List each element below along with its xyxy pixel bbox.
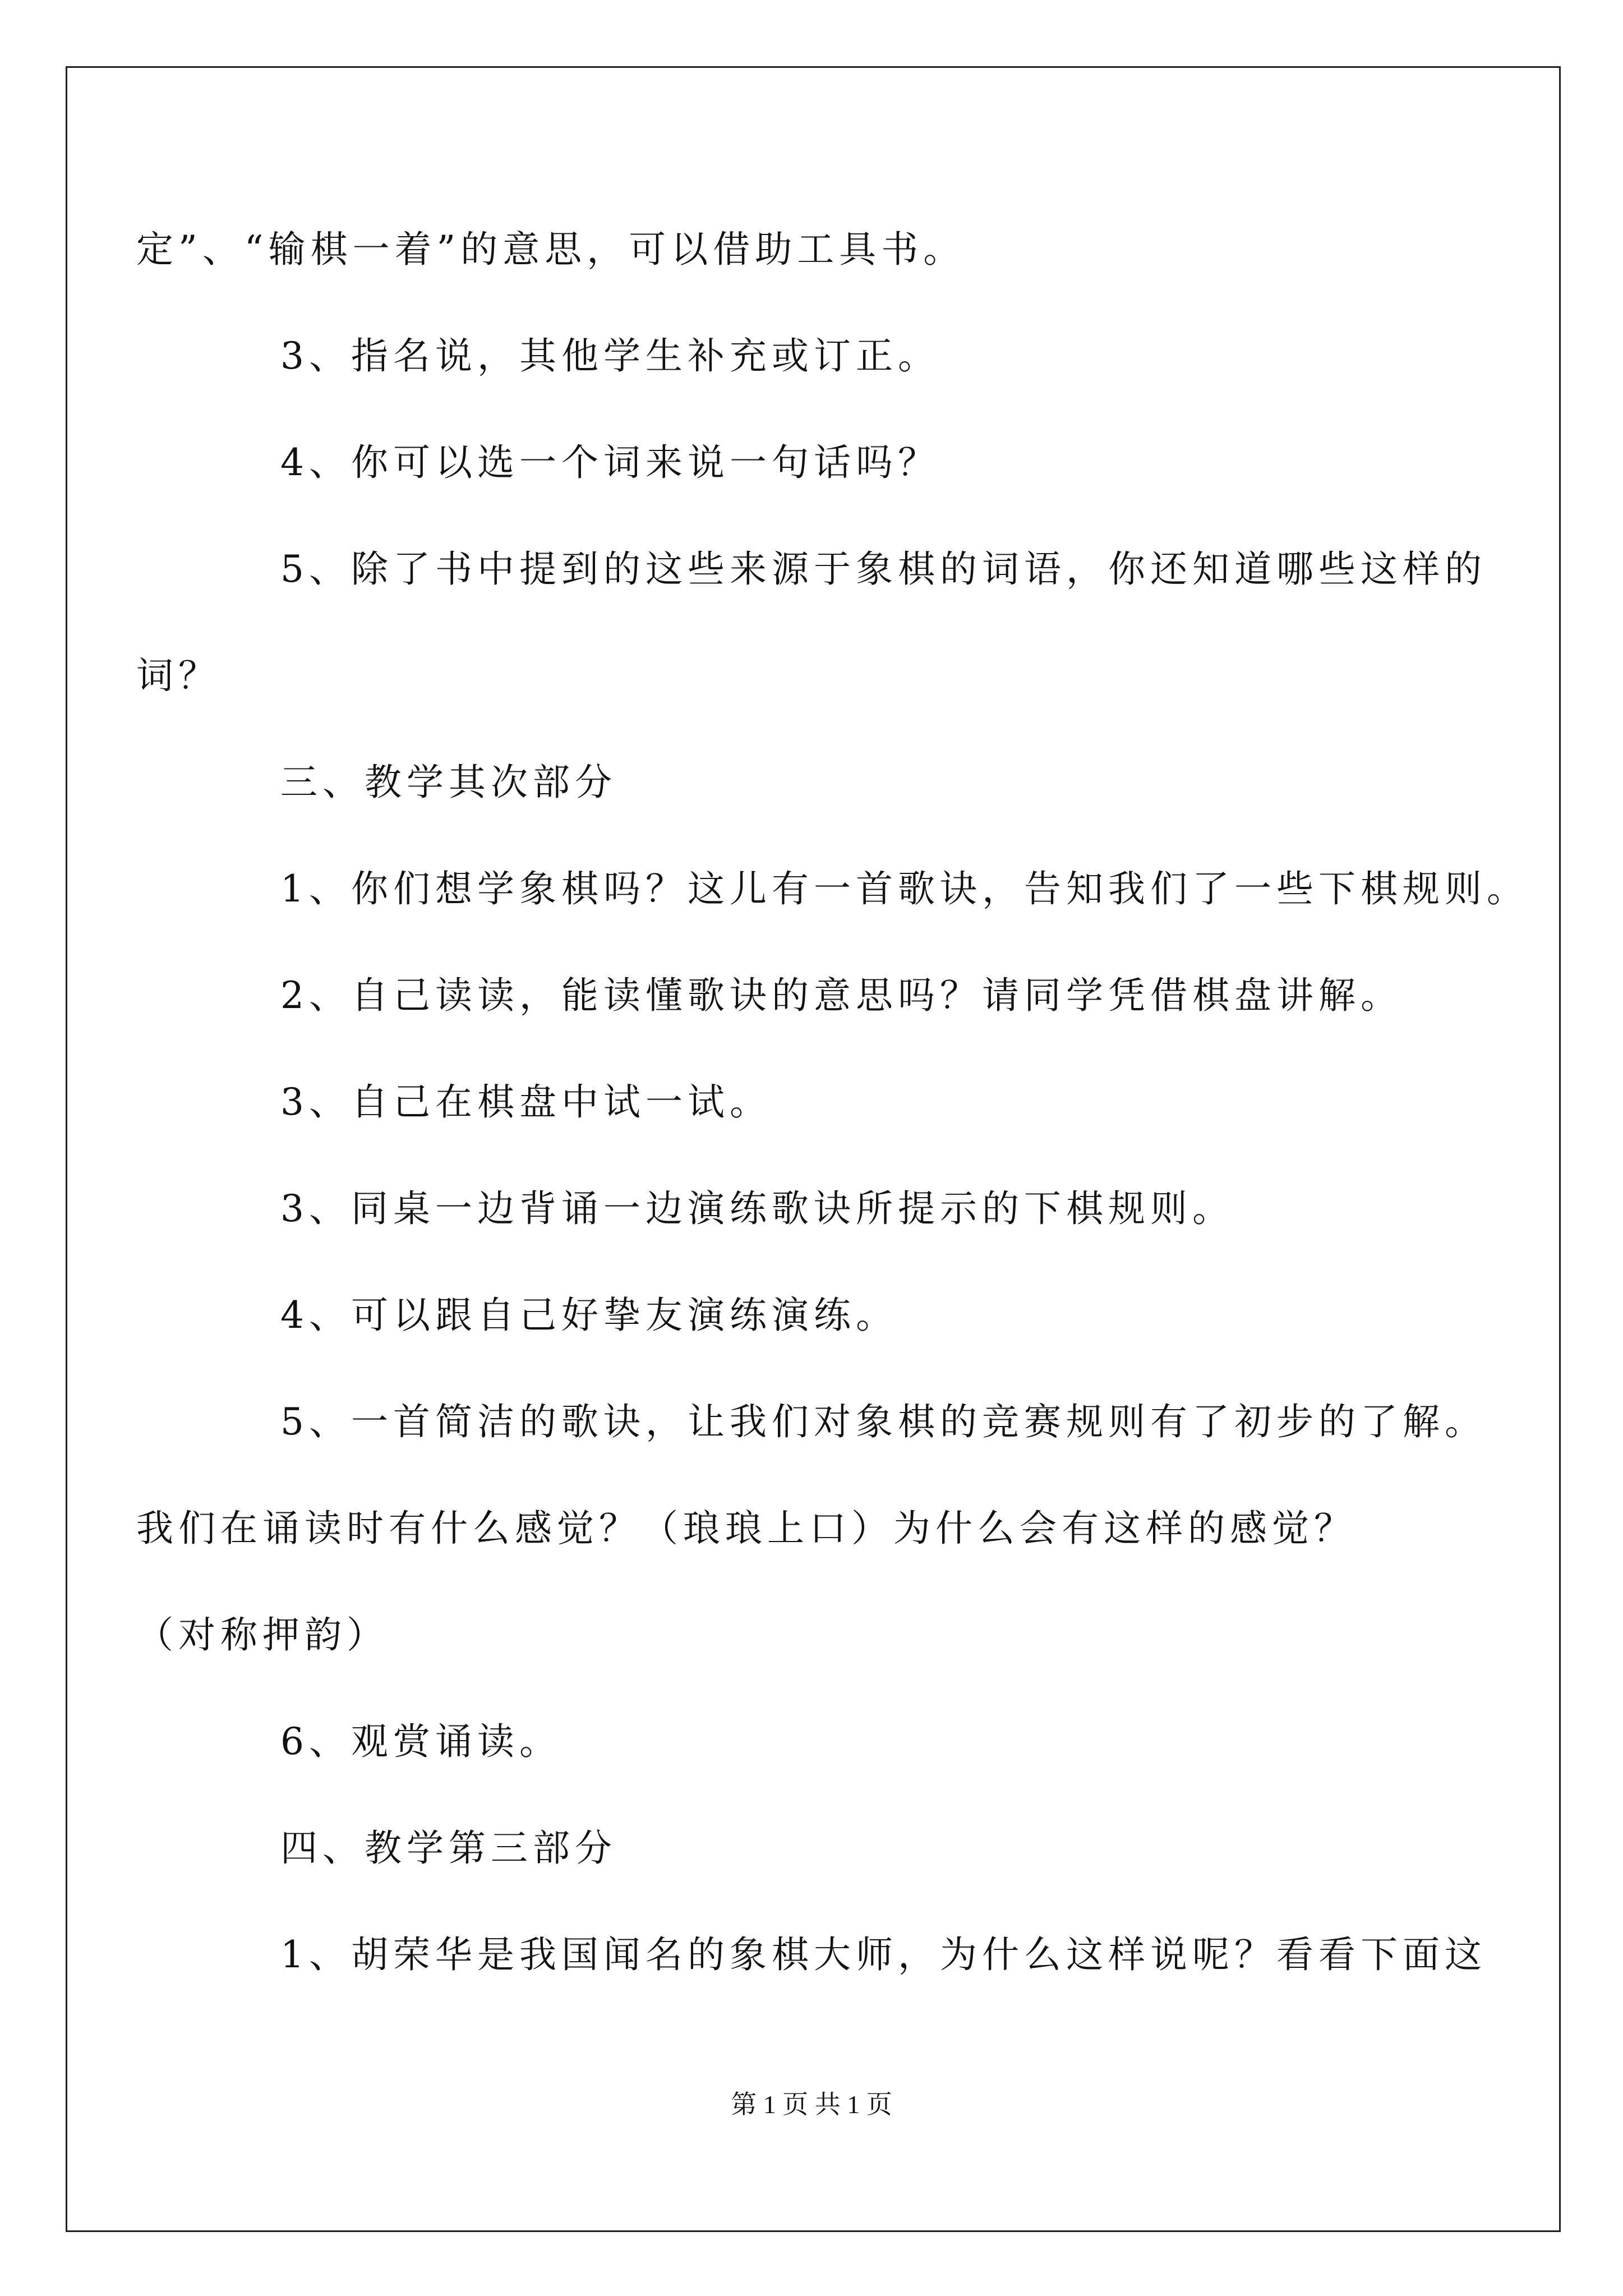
section-heading: 四、教学第三部分 [280,1826,617,1870]
text-line: （对称押韵） [136,1613,389,1657]
page-footer: 第 1 页 共 1 页 [731,2090,892,2119]
text-line: 我们在诵读时有什么感觉？（琅琅上口）为什么会有这样的感觉？ [136,1507,1356,1550]
text-line: 5、一首简洁的歌诀，让我们对象棋的竞赛规则有了初步的了解。 [280,1400,1487,1443]
text-line: 6、观赏诵读。 [280,1720,561,1763]
text-line: 3、自己在棋盘中试一试。 [280,1080,772,1124]
text-line: 词？ [136,654,220,697]
text-line: 2、自己读读，能读懂歌诀的意思吗？请同学凭借棋盘讲解。 [280,974,1403,1017]
text-line: 3、同桌一边背诵一边演练歌诀所提示的下棋规则。 [280,1187,1234,1230]
text-line: 5、除了书中提到的这些来源于象棋的词语，你还知道哪些这样的 [280,547,1487,591]
text-line: 定”、“输棋一着”的意思，可以借助工具书。 [136,228,966,271]
section-heading: 三、教学其次部分 [280,761,617,804]
text-line: 4、可以跟自己好挚友演练演练。 [280,1294,898,1337]
text-line: 3、指名说，其他学生补充或订正。 [280,334,940,378]
text-line: 1、胡荣华是我国闻名的象棋大师，为什么这样说呢？看看下面这 [280,1933,1487,1976]
text-line: 4、你可以选一个词来说一句话吗？ [280,441,940,484]
text-line: 1、你们想学象棋吗？这儿有一首歌诀，告知我们了一些下棋规则。 [280,867,1529,910]
